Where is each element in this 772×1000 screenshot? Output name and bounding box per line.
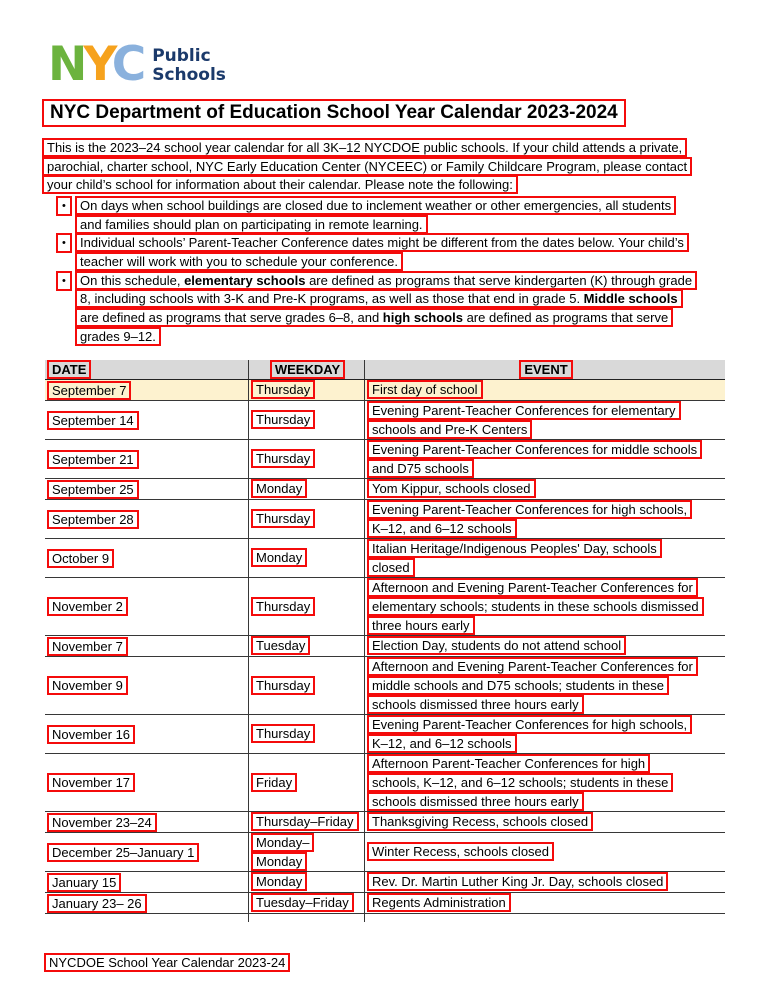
event-box: First day of school [367, 380, 483, 399]
event-box: Yom Kippur, schools closed [367, 479, 536, 498]
text-line-box [75, 289, 683, 308]
cell-date [45, 440, 248, 478]
event-line [367, 842, 554, 861]
date-box: September 28 [47, 510, 139, 529]
event-box: Election Day, students do not attend school [367, 636, 626, 655]
weekday-box: Thursday [251, 509, 315, 528]
event-line [367, 872, 668, 891]
cell-weekday [248, 479, 365, 499]
cell-weekday [248, 833, 365, 871]
cell-date [45, 833, 248, 871]
bullet-line [75, 252, 697, 271]
weekday-box: Thursday [251, 449, 315, 468]
logo-letter-y: Y [83, 37, 112, 92]
event-line [367, 676, 669, 695]
cell-date [45, 380, 248, 400]
cell-event [365, 872, 725, 892]
page-footer [44, 953, 290, 972]
event-box: Afternoon and Evening Parent-Teacher Conferences for [367, 578, 698, 597]
text-line-box [75, 271, 697, 290]
event-line [367, 893, 511, 912]
text-line-box [75, 252, 403, 271]
weekday-box: Monday– [251, 833, 314, 852]
weekday-line [251, 380, 315, 399]
weekday-box: Thursday [251, 724, 315, 743]
event-line [367, 616, 475, 635]
event-line [367, 459, 474, 478]
cell-date [45, 657, 248, 714]
bold-text-segment: high schools [382, 310, 463, 326]
text-line-box [75, 215, 428, 234]
cell-date [45, 754, 248, 811]
event-line [367, 519, 517, 538]
text-segment: On this schedule, [80, 272, 185, 288]
logo-letter-c: C [111, 37, 143, 92]
weekday-line [251, 509, 315, 528]
event-line [367, 420, 532, 439]
bullet-line [75, 233, 697, 252]
cell-event [365, 715, 725, 753]
calendar-table [45, 360, 725, 922]
cell-event [365, 812, 725, 832]
date-box: September 25 [47, 480, 139, 499]
header-date-box: DATE [47, 360, 91, 379]
intro-line [42, 138, 692, 157]
weekday-line [251, 812, 359, 831]
event-box: schools, K–12, and 6–12 schools; students in these [367, 773, 673, 792]
cell-weekday [248, 893, 365, 913]
table-row [45, 893, 725, 914]
date-box: September 7 [47, 381, 131, 400]
table-row [45, 479, 725, 500]
document-title [42, 99, 626, 127]
event-box: K–12, and 6–12 schools [367, 519, 517, 538]
date-box: October 9 [47, 549, 114, 568]
weekday-box: Thursday [251, 597, 315, 616]
weekday-line [251, 636, 310, 655]
cell-event [365, 657, 725, 714]
event-line [367, 812, 593, 831]
event-line [367, 440, 702, 459]
table-row [45, 578, 725, 636]
cell-weekday [248, 812, 365, 832]
event-line [367, 792, 584, 811]
bullet-item [42, 271, 697, 346]
date-box: December 25–January 1 [47, 843, 199, 862]
cell-event [365, 380, 725, 400]
cell-date [45, 500, 248, 538]
event-box: Evening Parent-Teacher Conferences for middle schools [367, 440, 702, 459]
weekday-box: Tuesday–Friday [251, 893, 354, 912]
event-box: Thanksgiving Recess, schools closed [367, 812, 593, 831]
cell-date [45, 401, 248, 439]
text-line-box [75, 233, 689, 252]
intro-line [42, 157, 692, 176]
text-segment: grades 9–12. [80, 328, 156, 344]
table-row [45, 401, 725, 440]
bullet-glyph: • [56, 271, 72, 291]
event-box: middle schools and D75 schools; students in these [367, 676, 669, 695]
cell-weekday [248, 380, 365, 400]
cell-weekday [248, 500, 365, 538]
bullet-line [75, 289, 697, 308]
text-line-box [75, 308, 673, 327]
bullet-line [75, 215, 697, 234]
text-segment: are defined as programs that serve grades 6–8, and [80, 310, 383, 326]
cell-weekday [248, 715, 365, 753]
event-box: schools dismissed three hours early [367, 792, 584, 811]
event-box: Italian Heritage/Indigenous Peoples' Day, schools [367, 539, 662, 558]
table-row [45, 715, 725, 754]
header-cell-event [365, 360, 725, 379]
event-box: elementary schools; students in these schools dismissed [367, 597, 704, 616]
bullet-marker [42, 271, 75, 291]
table-row [45, 636, 725, 657]
date-box: November 16 [47, 725, 135, 744]
event-line [367, 734, 517, 753]
event-box: schools and Pre-K Centers [367, 420, 532, 439]
weekday-line [251, 597, 315, 616]
weekday-box: Thursday [251, 676, 315, 695]
bold-text-segment: Middle schools [583, 291, 678, 307]
cell-weekday [248, 440, 365, 478]
cell-date [45, 715, 248, 753]
stub-event [365, 914, 725, 922]
cell-weekday [248, 401, 365, 439]
date-box: November 17 [47, 773, 135, 792]
calendar-table-body [45, 380, 725, 922]
event-box: Afternoon Parent-Teacher Conferences for high [367, 754, 650, 773]
table-header-row [45, 360, 725, 380]
cell-date [45, 578, 248, 635]
cell-event [365, 440, 725, 478]
text-line-box [75, 196, 676, 215]
date-box: November 23–24 [47, 813, 157, 832]
cell-event [365, 578, 725, 635]
logo-wordmark-line2: Schools [152, 65, 226, 85]
text-line-box: This is the 2023–24 school year calendar for all 3K–12 NYCDOE public schools. If your child attends a private, [42, 138, 687, 157]
weekday-box: Monday [251, 872, 307, 891]
event-line [367, 558, 415, 577]
cell-weekday [248, 539, 365, 577]
bullet-line [75, 196, 697, 215]
event-box: K–12, and 6–12 schools [367, 734, 517, 753]
cell-weekday [248, 657, 365, 714]
bullet-line [75, 327, 697, 346]
nyc-logo-letters [48, 37, 143, 92]
weekday-box: Thursday–Friday [251, 812, 359, 831]
bullet-text [75, 196, 697, 233]
bullet-item [42, 233, 697, 270]
event-line [367, 380, 483, 399]
cell-event [365, 401, 725, 439]
event-box: Evening Parent-Teacher Conferences for high schools, [367, 715, 692, 734]
cell-date [45, 479, 248, 499]
event-line [367, 636, 626, 655]
text-segment: On days when school buildings are closed due to inclement weather or other emergencies, all students [80, 198, 672, 213]
event-line [367, 479, 536, 498]
text-segment: are defined as programs that serve [462, 310, 669, 326]
date-box: November 7 [47, 637, 128, 656]
table-bottom-stub [45, 914, 725, 922]
bullet-item [42, 196, 697, 233]
cell-event [365, 754, 725, 811]
table-row [45, 539, 725, 578]
bullet-text [75, 233, 697, 270]
weekday-line [251, 773, 297, 792]
event-box: Rev. Dr. Martin Luther King Jr. Day, schools closed [367, 872, 668, 891]
footer-text-box: NYCDOE School Year Calendar 2023-24 [44, 953, 290, 972]
cell-date [45, 812, 248, 832]
event-line [367, 500, 692, 519]
text-line-box: parochial, charter school, NYC Early Education Center (NYCEEC) or Family Childcare Program, please contact [42, 157, 692, 176]
table-row [45, 440, 725, 479]
event-line [367, 657, 698, 676]
logo-letter-n: N [48, 37, 84, 92]
header-cell-weekday [248, 360, 365, 379]
weekday-line [251, 852, 307, 871]
weekday-line [251, 548, 307, 567]
logo-wordmark-line1: Public [152, 46, 211, 66]
event-line [367, 539, 662, 558]
bullet-marker [42, 233, 75, 253]
table-row [45, 833, 725, 872]
bullet-glyph: • [56, 196, 72, 216]
weekday-line [251, 676, 315, 695]
bullet-text [75, 271, 697, 346]
cell-weekday [248, 636, 365, 656]
event-box: schools dismissed three hours early [367, 695, 584, 714]
event-box: Winter Recess, schools closed [367, 842, 554, 861]
event-line [367, 597, 704, 616]
table-row [45, 872, 725, 893]
document-title-box: NYC Department of Education School Year Calendar 2023-2024 [42, 99, 626, 127]
logo-wordmark [152, 47, 226, 85]
table-row [45, 380, 725, 401]
weekday-box: Monday [251, 852, 307, 871]
weekday-box: Thursday [251, 380, 315, 399]
bullet-line [75, 308, 697, 327]
event-box: Evening Parent-Teacher Conferences for high schools, [367, 500, 692, 519]
event-box: Regents Administration [367, 893, 511, 912]
event-line [367, 695, 584, 714]
weekday-line [251, 724, 315, 743]
bold-text-segment: elementary schools [184, 272, 306, 288]
date-box: September 21 [47, 450, 139, 469]
weekday-line [251, 833, 314, 852]
cell-event [365, 479, 725, 499]
cell-date [45, 893, 248, 913]
date-box: November 9 [47, 676, 128, 695]
cell-weekday [248, 872, 365, 892]
weekday-box: Monday [251, 479, 307, 498]
weekday-box: Thursday [251, 410, 315, 429]
weekday-box: Friday [251, 773, 297, 792]
event-line [367, 715, 692, 734]
text-segment: Individual schools’ Parent-Teacher Conference dates might be different from the dates below. Your child’s [80, 235, 684, 251]
table-row [45, 754, 725, 812]
bullet-glyph: • [56, 233, 72, 253]
cell-weekday [248, 578, 365, 635]
bullet-marker [42, 196, 75, 216]
weekday-line [251, 410, 315, 429]
cell-date [45, 636, 248, 656]
event-box: three hours early [367, 616, 475, 635]
weekday-line [251, 449, 315, 468]
weekday-line [251, 479, 307, 498]
text-segment: 8, including schools with 3-K and Pre-K programs, as well as those that end in grade 5. [80, 291, 584, 307]
table-row [45, 500, 725, 539]
nyc-public-schools-logo [48, 37, 226, 92]
date-box: November 2 [47, 597, 128, 616]
event-line [367, 754, 650, 773]
date-box: January 15 [47, 873, 121, 892]
header-weekday-box: WEEKDAY [270, 360, 345, 379]
text-line-box [75, 327, 161, 346]
cell-event [365, 539, 725, 577]
event-line [367, 773, 673, 792]
table-row [45, 657, 725, 715]
date-box: September 14 [47, 411, 139, 430]
stub-date [45, 914, 248, 922]
cell-date [45, 872, 248, 892]
weekday-box: Monday [251, 548, 307, 567]
text-segment: teacher will work with you to schedule your conference. [80, 254, 398, 270]
weekday-box: Tuesday [251, 636, 310, 655]
bullet-list [42, 196, 697, 346]
cell-event [365, 500, 725, 538]
weekday-line [251, 893, 354, 912]
header-event-box: EVENT [519, 360, 572, 379]
intro-line [42, 175, 692, 194]
cell-event [365, 833, 725, 871]
cell-event [365, 636, 725, 656]
stub-weekday [248, 914, 365, 922]
event-line [367, 578, 698, 597]
date-box: January 23– 26 [47, 894, 147, 913]
table-row [45, 812, 725, 833]
event-box: closed [367, 558, 415, 577]
text-line-box: your child’s school for information about their calendar. Please note the following: [42, 175, 518, 194]
event-box: Evening Parent-Teacher Conferences for elementary [367, 401, 681, 420]
weekday-line [251, 872, 307, 891]
cell-weekday [248, 754, 365, 811]
event-line [367, 401, 681, 420]
text-segment: and families should plan on participating in remote learning. [80, 216, 423, 232]
intro-paragraph [42, 138, 692, 194]
header-cell-date [45, 360, 248, 379]
event-box: and D75 schools [367, 459, 474, 478]
bullet-line [75, 271, 697, 290]
cell-event [365, 893, 725, 913]
cell-date [45, 539, 248, 577]
event-box: Afternoon and Evening Parent-Teacher Conferences for [367, 657, 698, 676]
text-segment: are defined as programs that serve kindergarten (K) through grade [305, 272, 693, 288]
